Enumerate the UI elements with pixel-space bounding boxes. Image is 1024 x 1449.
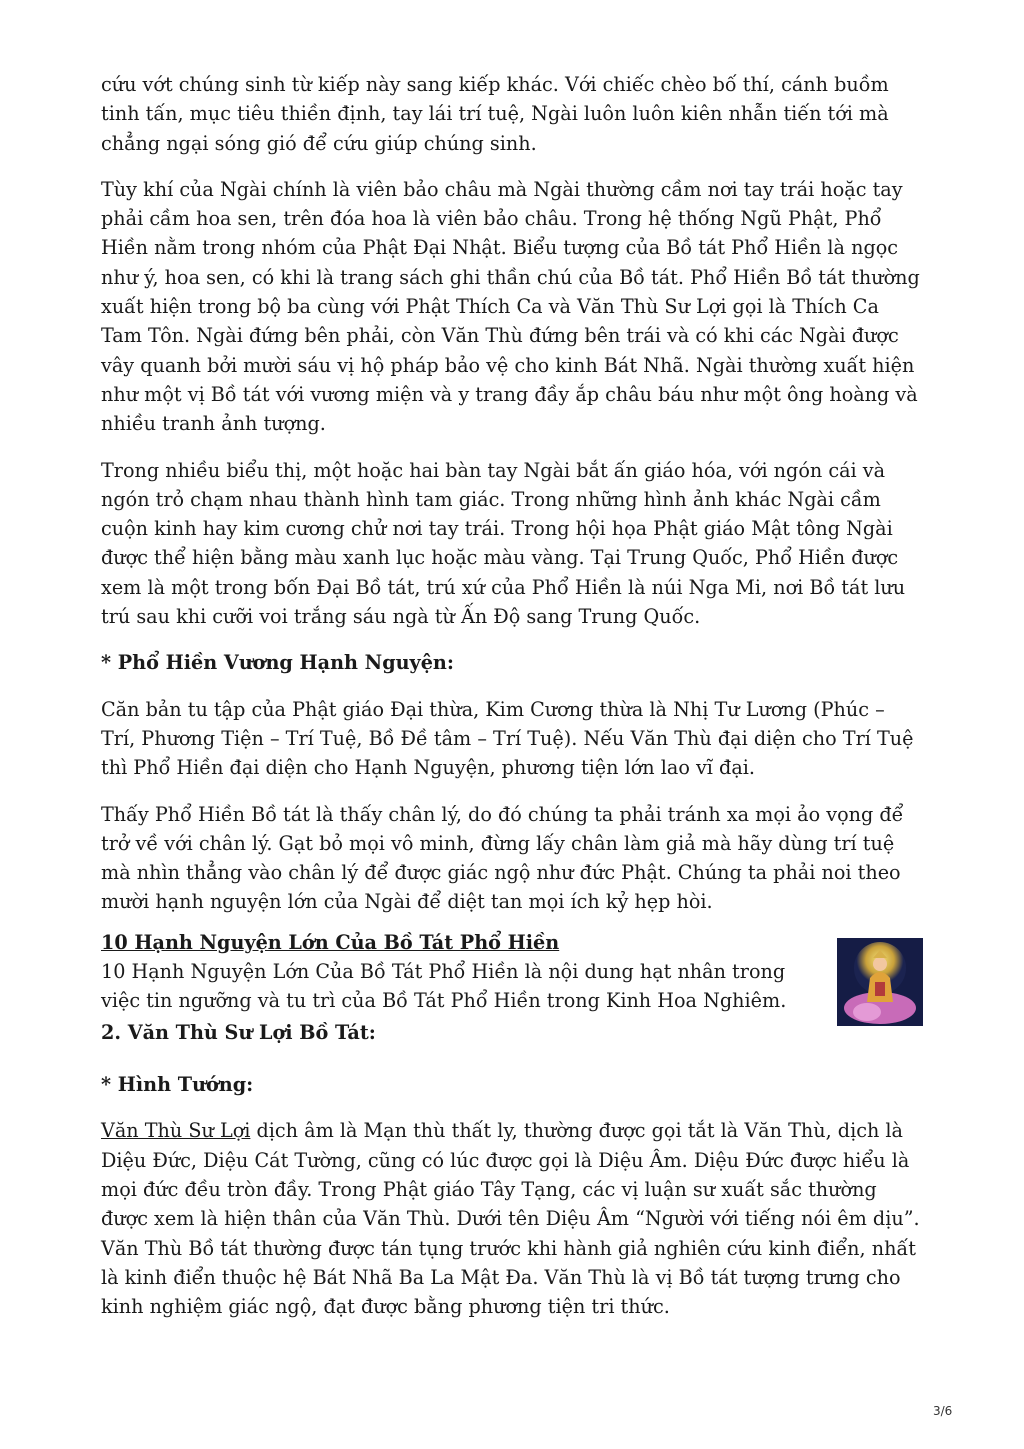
- paragraph: [101, 1116, 923, 1321]
- document-page: [101, 70, 923, 1338]
- bodhisattva-image: [837, 938, 923, 1026]
- related-article-link[interactable]: 10 Hạnh Nguyện Lớn Của Bồ Tát Phổ Hiền: [101, 930, 560, 954]
- section-heading: * Phổ Hiền Vương Hạnh Nguyện:: [101, 651, 454, 675]
- paragraph: Tùy khí của Ngài chính là viên bảo châu mà Ngài thường cầm nơi tay trái hoặc tay phải cầm hoa sen, trên đóa hoa là viên bảo châu. Trong hệ thống Ngũ Phật, Phổ Hiền nằm trong nhóm của Phật Đại Nhật. Biểu tượng của Bồ tát Phổ Hiền là ngọc như ý, hoa sen, có khi là trang sách ghi thần chú của Bồ tát. Phổ Hiền Bồ tát thường xuất hiện trong bộ ba cùng với Phật Thích Ca và Văn Thù Sư Lợi gọi là Thích Ca Tam Tôn. Ngài đứng bên phải, còn Văn Thù đứng bên trái và có khi các Ngài được vây quanh bởi mười sáu vị hộ pháp bảo vệ cho kinh Bát Nhã. Ngài thường xuất hiện như một vị Bồ tát với vương miện và y trang đầy ắp châu báu như một ông hoàng và nhiều tranh ảnh tượng.: [101, 177, 920, 436]
- section-title: 2. Văn Thù Sư Lợi Bồ Tát:: [101, 1020, 376, 1044]
- paragraph: Trong nhiều biểu thị, một hoặc hai bàn tay Ngài bắt ấn giáo hóa, với ngón cái và ngón trỏ chạm nhau thành hình tam giác. Trong những hình ảnh khác Ngài cầm cuộn kinh hay kim cương chử nơi tay trái. Trong hội họa Phật giáo Mật tông Ngài được thể hiện bằng màu xanh lục hoặc màu vàng. Tại Trung Quốc, Phổ Hiền được xem là một trong bốn Đại Bồ tát, trú xứ của Phổ Hiền là núi Nga Mi, nơi Bồ tát lưu trú sau khi cưỡi voi trắng sáu ngà từ Ấn Độ sang Trung Quốc.: [101, 458, 906, 629]
- related-article-summary: 10 Hạnh Nguyện Lớn Của Bồ Tát Phổ Hiền là nội dung hạt nhân trong việc tin ngưỡng và tu trì của Bồ Tát Phổ Hiền trong Kinh Hoa Nghiêm.: [101, 960, 787, 1013]
- paragraph: cứu vớt chúng sinh từ kiếp này sang kiếp khác. Với chiếc chèo bố thí, cánh buồm tinh tấn, mục tiêu thiền định, tay lái trí tuệ, Ngài luôn luôn kiên nhẫn tiến tới mà chẳng ngại sóng gió để cứu giúp chúng sinh.: [101, 73, 889, 155]
- related-article-thumbnail[interactable]: [837, 938, 923, 1026]
- paragraph: Thấy Phổ Hiền Bồ tát là thấy chân lý, do đó chúng ta phải tránh xa mọi ảo vọng để trở về với chân lý. Gạt bỏ mọi vô minh, đừng lấy chân làm giả mà hãy dùng trí tuệ mà nhìn thẳng vào chân lý để được giác ngộ như đức Phật. Chúng ta phải noi theo mười hạnh nguyện lớn của Ngài để diệt tan mọi ích kỷ hẹp hòi.: [101, 802, 904, 914]
- related-article-card[interactable]: [101, 928, 923, 1018]
- page-number: 3/6: [933, 1404, 953, 1418]
- paragraph-text: dịch âm là Mạn thù thất ly, thường được gọi tắt là Văn Thù, dịch là Diệu Đức, Diệu Cát Tường, cũng có lúc được gọi là Diệu Âm. Diệu Đức được hiểu là mọi đức đều tròn đầy. Trong Phật giáo Tây Tạng, các vị luận sư xuất sắc thường được xem là hiện thân của Văn Thù. Dưới tên Diệu Âm “Người với tiếng nói êm dịu”. Văn Thù Bồ tát thường được tán tụng trước khi hành giả nghiên cứu kinh điển, nhất là kinh điển thuộc hệ Bát Nhã Ba La Mật Đa. Văn Thù là vị Bồ tát tượng trưng cho kinh nghiệm giác ngộ, đạt được bằng phương tiện tri thức.: [101, 1119, 920, 1319]
- vanthu-link[interactable]: Văn Thù Sư Lợi: [101, 1119, 251, 1143]
- section-heading: * Hình Tướng:: [101, 1073, 254, 1097]
- paragraph: Căn bản tu tập của Phật giáo Đại thừa, Kim Cương thừa là Nhị Tư Lương (Phúc – Trí, Phương Tiện – Trí Tuệ, Bồ Đề tâm – Trí Tuệ). Nếu Văn Thù đại diện cho Trí Tuệ thì Phổ Hiền đại diện cho Hạnh Nguyện, phương tiện lớn lao vĩ đại.: [101, 697, 914, 780]
